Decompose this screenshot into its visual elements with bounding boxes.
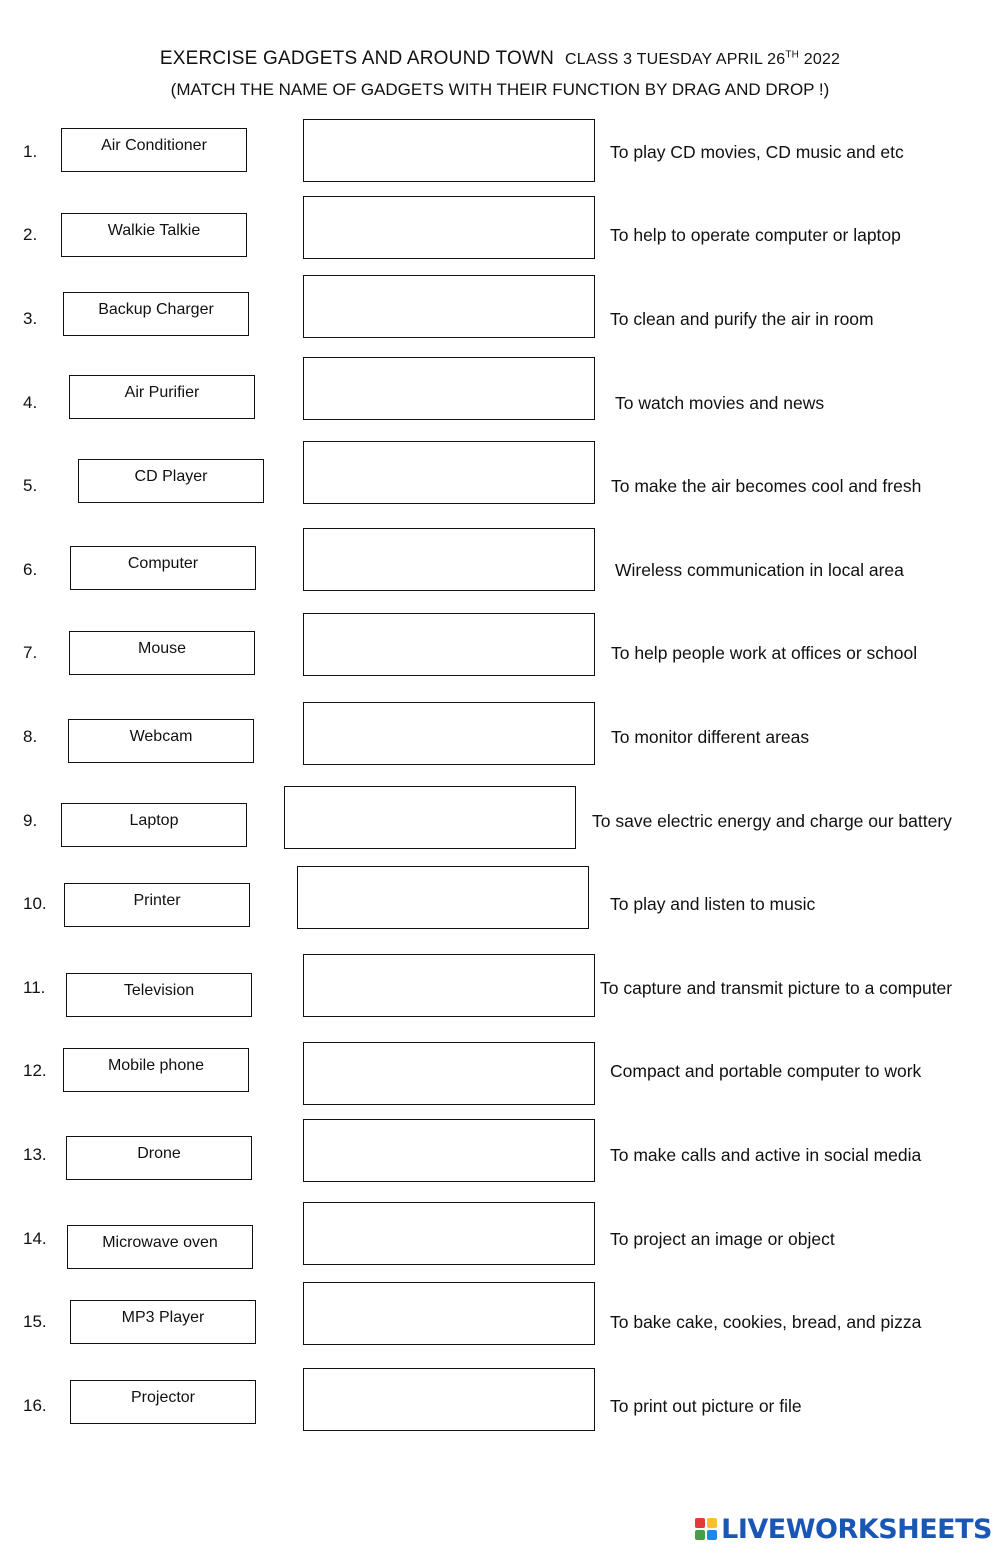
drop-target-box[interactable] [303,1202,595,1265]
logo-icon [695,1518,717,1540]
drop-target-box[interactable] [303,275,595,338]
gadget-draggable[interactable]: Drone [66,1136,252,1180]
gadget-draggable[interactable]: Air Conditioner [61,128,247,172]
gadget-draggable[interactable]: Air Purifier [69,375,255,419]
gadget-draggable[interactable]: Webcam [68,719,254,763]
drop-target-box[interactable] [297,866,589,929]
drop-target-box[interactable] [303,196,595,259]
function-description: To make calls and active in social media [610,1145,922,1165]
gadget-draggable[interactable]: Mouse [69,631,255,675]
row-number: 8. [23,727,38,746]
date-superscript: TH [785,49,800,61]
gadget-draggable[interactable]: Walkie Talkie [61,213,247,257]
drop-target-box[interactable] [303,702,595,765]
function-description: To project an image or object [610,1229,835,1249]
row-number: 12. [23,1061,47,1080]
function-description: To make the air becomes cool and fresh [611,476,922,496]
row-number: 13. [23,1145,47,1164]
function-description: To play and listen to music [610,894,816,914]
drop-target-box[interactable] [303,1042,595,1105]
drop-target-box[interactable] [303,357,595,420]
class-info [565,51,840,68]
logo-square [695,1530,705,1540]
instruction-text: (MATCH THE NAME OF GADGETS WITH THEIR FUNCTION BY DRAG AND DROP !) [170,80,830,99]
function-description: Wireless communication in local area [615,560,904,580]
gadget-draggable[interactable]: Backup Charger [63,292,249,336]
drop-target-box[interactable] [303,954,595,1017]
row-number: 1. [23,142,38,161]
gadget-draggable[interactable]: Laptop [61,803,247,847]
row-number: 7. [23,643,38,662]
drop-target-box[interactable] [303,613,595,676]
logo-square [707,1518,717,1528]
function-description: To print out picture or file [610,1396,802,1416]
function-description: To watch movies and news [615,393,825,413]
function-description: To monitor different areas [611,727,810,747]
row-number: 9. [23,811,38,830]
drop-target-box[interactable] [303,528,595,591]
title-text: EXERCISE GADGETS AND AROUND TOWN [159,48,555,69]
row-number: 14. [23,1229,47,1248]
logo-text: LIVEWORKSHEETS [721,1513,992,1545]
gadget-draggable[interactable]: Printer [64,883,250,927]
function-description: To bake cake, cookies, bread, and pizza [610,1312,922,1332]
gadget-draggable[interactable]: Microwave oven [67,1225,253,1269]
logo-square [695,1518,705,1528]
gadget-draggable[interactable]: Television [66,973,252,1017]
row-number: 2. [23,225,38,244]
drop-target-box[interactable] [303,1368,595,1431]
drop-target-box[interactable] [303,441,595,504]
function-description: To clean and purify the air in room [610,309,874,329]
function-description: To help people work at offices or school [611,643,918,663]
row-number: 6. [23,560,38,579]
function-description: To help to operate computer or laptop [610,225,901,245]
function-description: To save electric energy and charge our battery [592,811,952,831]
gadget-draggable[interactable]: Computer [70,546,256,590]
worksheet-title [0,48,1000,70]
gadget-draggable[interactable]: Projector [70,1380,256,1424]
drop-target-box[interactable] [303,1119,595,1182]
row-number: 16. [23,1396,47,1415]
logo-square [707,1530,717,1540]
drop-target-box[interactable] [284,786,576,849]
row-number: 3. [23,309,38,328]
drop-target-box[interactable] [303,119,595,182]
function-description: To play CD movies, CD music and etc [610,142,904,162]
function-description: To capture and transmit picture to a computer [600,978,953,998]
class-info-text: CLASS 3 TUESDAY APRIL 26 [565,51,786,68]
row-number: 5. [23,476,38,495]
drop-target-box[interactable] [303,1282,595,1345]
liveworksheets-logo [695,1514,992,1544]
gadget-draggable[interactable]: CD Player [78,459,264,503]
row-number: 4. [23,393,38,412]
row-number: 11. [23,978,46,997]
gadget-draggable[interactable]: MP3 Player [70,1300,256,1344]
row-number: 15. [23,1312,47,1331]
function-description: Compact and portable computer to work [610,1061,922,1081]
year-text: 2022 [803,51,841,68]
row-number: 10. [23,894,47,913]
gadget-draggable[interactable]: Mobile phone [63,1048,249,1092]
